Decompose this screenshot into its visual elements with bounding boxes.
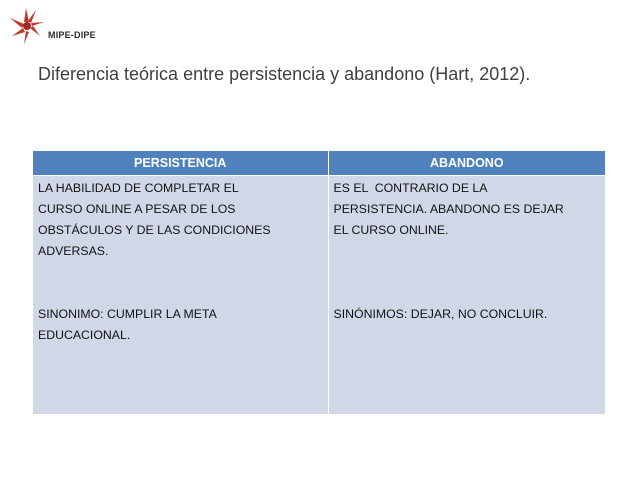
abandono-line: PERSISTENCIA. ABANDONO ES DEJAR bbox=[333, 202, 564, 216]
star-logo-icon bbox=[6, 4, 50, 48]
persistencia-synonym-line: SINONIMO: CUMPLIR LA META bbox=[38, 307, 217, 321]
comparison-table bbox=[32, 150, 606, 415]
slide-title: Diferencia teórica entre persistencia y abandono (Hart, 2012). bbox=[38, 64, 531, 84]
persistencia-line: ADVERSAS. bbox=[38, 244, 109, 258]
table-row bbox=[33, 176, 606, 415]
persistencia-cell bbox=[33, 176, 329, 415]
persistencia-line: CURSO ONLINE A PESAR DE LOS bbox=[38, 202, 236, 216]
header-persistencia: PERSISTENCIA bbox=[33, 151, 329, 176]
logo-text: MIPE-DIPE bbox=[48, 30, 96, 40]
abandono-line: ES EL CONTRARIO DE LA bbox=[333, 181, 488, 195]
paragraph-spacer bbox=[38, 262, 324, 304]
persistencia-line: OBSTÁCULOS Y DE LAS CONDICIONES bbox=[38, 223, 271, 237]
header-abandono: ABANDONO bbox=[328, 151, 606, 176]
abandono-cell bbox=[328, 176, 606, 415]
mipe-dipe-logo bbox=[6, 4, 116, 48]
abandono-line: EL CURSO ONLINE. bbox=[333, 223, 449, 237]
abandono-synonym-line: SINÓNIMOS: DEJAR, NO CONCLUIR. bbox=[333, 307, 548, 321]
persistencia-line: LA HABILIDAD DE COMPLETAR EL bbox=[38, 181, 239, 195]
paragraph-spacer bbox=[334, 262, 602, 304]
line-spacer bbox=[334, 241, 602, 262]
table-header-row bbox=[33, 151, 606, 176]
persistencia-synonym-line: EDUCACIONAL. bbox=[38, 328, 131, 342]
